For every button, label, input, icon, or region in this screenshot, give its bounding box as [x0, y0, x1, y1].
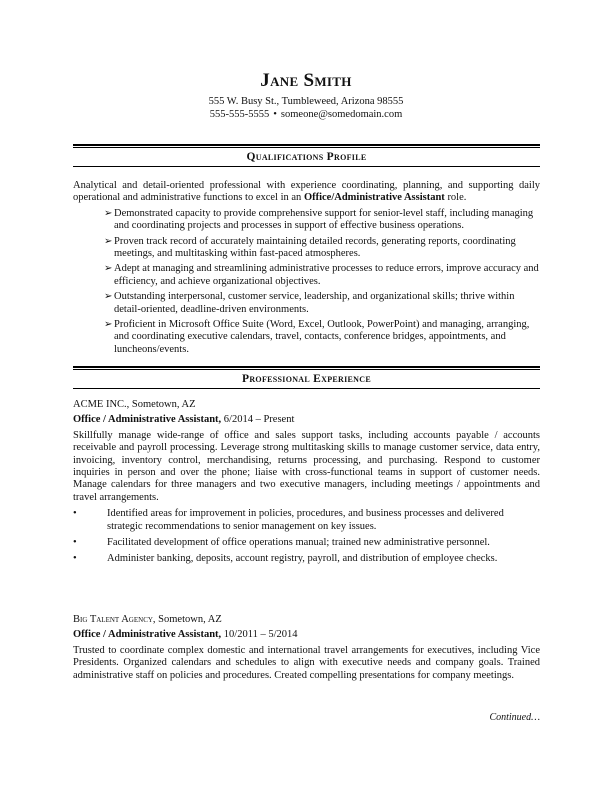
bullet-marker-icon: ➢ [104, 235, 113, 247]
list-item [79, 319, 540, 356]
bullet-marker-icon: ➢ [104, 207, 113, 219]
section-title: Professional Experience [242, 373, 371, 385]
job-dates: 10/2011 – 5/2014 [221, 629, 298, 641]
qualifications-heading [73, 144, 540, 167]
divider-thin [73, 369, 540, 370]
list-item-text: Identified areas for improvement in policies, procedures, and business processes and delivered strategic recommendations to senior management on key issues. [107, 508, 504, 532]
list-item [73, 508, 540, 533]
bullet-marker-icon: • [73, 553, 77, 565]
experience-heading [73, 366, 540, 389]
divider-bottom [73, 166, 540, 167]
divider-thin [73, 147, 540, 148]
email-address: someone@somedomain.com [280, 109, 403, 120]
company-name: Big Talent Agency [73, 614, 153, 625]
job-1 [73, 399, 540, 566]
list-item [73, 553, 540, 565]
list-item [79, 236, 540, 261]
role-line [73, 629, 540, 641]
list-item [73, 537, 540, 549]
job-description: Trusted to coordinate complex domestic and international travel arrangements for executives, including Vice Presidents. Organized calendars and schedules to align with executive needs and company goals. Trained administrative staff on policies and procedures. Created compelling presentations for company meetings. [73, 644, 540, 681]
resume-header [0, 70, 612, 121]
bullet-marker-icon: ➢ [104, 291, 113, 303]
company-location: , Sometown, AZ [152, 614, 222, 625]
divider-thick [73, 366, 540, 368]
company-line [73, 399, 540, 411]
list-item [79, 208, 540, 233]
qualifications-summary [73, 180, 540, 205]
separator-dot: • [273, 109, 277, 120]
job-title: Office / Administrative Assistant, [73, 629, 222, 641]
divider-thick [73, 144, 540, 146]
candidate-name: Jane Smith [260, 70, 352, 91]
bullet-marker-icon: ➢ [104, 319, 113, 331]
list-item-text: Administer banking, deposits, account registry, payroll, and distribution of employee checks. [107, 553, 498, 565]
section-title: Qualifications Profile [246, 151, 367, 163]
job-title: Office / Administrative Assistant, [73, 414, 222, 426]
summary-text: Analytical and detail-oriented professional with experience coordinating, planning, and supporting daily operational and administrative functions to excel in an [73, 180, 540, 204]
summary-text-end: role. [444, 192, 467, 204]
job-2 [73, 614, 540, 682]
continued-note: Continued… [489, 712, 540, 723]
company-name: ACME INC. [73, 399, 127, 410]
phone-number: 555-555-5555 [209, 109, 270, 120]
address-line: 555 W. Busy St., Tumbleweed, Arizona 98555 [208, 96, 404, 107]
job-dates: 6/2014 – Present [221, 414, 295, 426]
list-item-text: Proficient in Microsoft Office Suite (Word, Excel, Outlook, PowerPoint) and managing, arranging, and coordinating executive calendars, travel, contacts, conference bridges, appointments, and luncheons/events. [114, 319, 530, 355]
bullet-marker-icon: • [73, 537, 77, 549]
list-item-text: Outstanding interpersonal, customer service, leadership, and organizational skills; thrive within detail-oriented, deadline-driven environments. [114, 291, 515, 315]
job-achievements [73, 508, 540, 566]
target-role: Office/Administrative Assistant [303, 192, 445, 204]
list-item-text: Facilitated development of office operations manual; trained new administrative personnel. [107, 537, 490, 549]
list-item [79, 291, 540, 316]
divider-bottom [73, 388, 540, 389]
qualifications-list [73, 208, 540, 356]
bullet-marker-icon: ➢ [104, 263, 113, 275]
contact-line [0, 108, 612, 121]
qualifications-body [73, 180, 540, 356]
list-item-text: Demonstrated capacity to provide comprehensive support for senior-level staff, including managing and coordinating projects and processes in support of effective business operations. [114, 207, 534, 232]
list-item-text: Adept at managing and streamlining administrative processes to reduce errors, improve accuracy and efficiency, and achieve organizational objectives. [114, 263, 539, 287]
company-line [73, 614, 540, 626]
list-item [79, 263, 540, 288]
list-item-text: Proven track record of accurately maintaining detailed records, generating reports, coordinating meetings, and multitasking within fast-paced atmospheres. [114, 235, 516, 260]
bullet-marker-icon: • [73, 508, 77, 520]
job-description: Skillfully manage wide-range of office and sales support tasks, including accounts payable / accounts receivable and payroll processing. Leverage strong multitasking skills to manage customer service, data entry, invoicing, inventory control, merchandising, returns processing, and purchasing. Respond to customer inquiries in person and over the phone; liaise with cross-functional teams in support of customer needs. Manage calendars for three managers and two executive managers, including meetings / appointments and travel arrangements. [73, 429, 540, 503]
company-location: , Sometown, AZ [126, 399, 196, 410]
role-line [73, 414, 540, 426]
